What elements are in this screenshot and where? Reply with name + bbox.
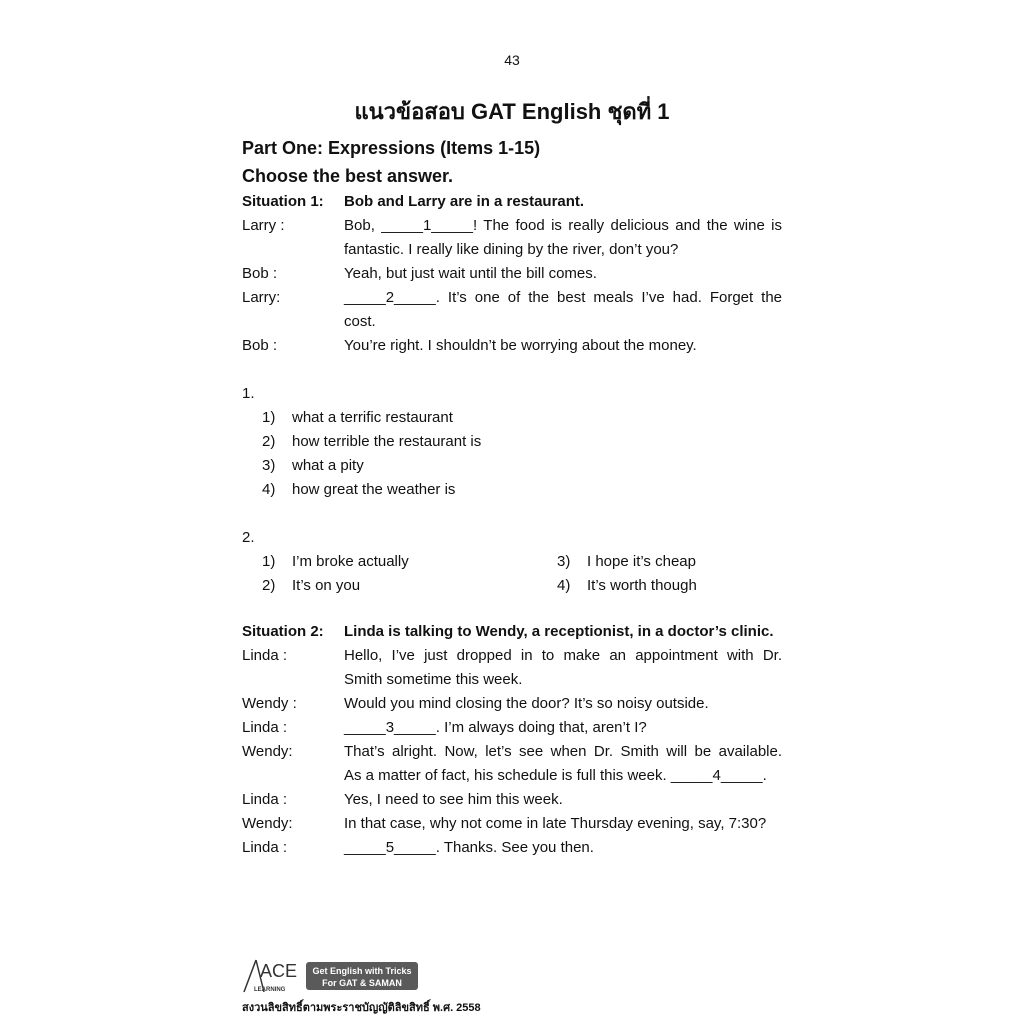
- situation-description: Bob and Larry are in a restaurant.: [344, 193, 585, 210]
- dialogue-line: [242, 694, 782, 714]
- ace-logo-icon: [242, 958, 422, 994]
- utterance: fantastic. I really like dining by the river, don’t you?: [344, 241, 679, 258]
- instruction: Choose the best answer.: [242, 166, 454, 186]
- speaker: Linda :: [242, 647, 288, 664]
- answer-option[interactable]: [262, 432, 481, 452]
- situation-label: Situation 2:: [242, 623, 324, 640]
- dialogue-line: [242, 336, 782, 356]
- utterance: _____3_____. I’m always doing that, aren’t I?: [344, 719, 647, 736]
- answer-option[interactable]: [262, 552, 409, 572]
- answer-option[interactable]: [262, 576, 360, 596]
- utterance: Hello, I’ve just dropped in to make an appointment with Dr.: [344, 647, 782, 664]
- option-text: how terrible the restaurant is: [292, 433, 482, 450]
- speaker: Bob :: [242, 265, 278, 282]
- publisher-logo: [242, 958, 422, 994]
- option-number: 3): [262, 457, 276, 474]
- dialogue-line: [242, 646, 782, 666]
- option-text: what a pity: [292, 457, 364, 474]
- logo-subtext: LEARNING: [254, 987, 286, 993]
- utterance: cost.: [344, 313, 376, 330]
- situation-description: Linda is talking to Wendy, a receptionist, in a doctor’s clinic.: [344, 623, 774, 640]
- utterance: In that case, why not come in late Thursday evening, say, 7:30?: [344, 815, 767, 832]
- option-text: how great the weather is: [292, 481, 456, 498]
- option-text: It’s on you: [292, 577, 361, 594]
- banner-line-2: For GAT & SAMAN: [322, 978, 402, 988]
- option-text: I hope it’s cheap: [587, 553, 696, 570]
- banner-line-1: Get English with Tricks: [312, 966, 412, 976]
- dialogue-line: [242, 742, 782, 762]
- speaker: Wendy:: [242, 743, 293, 760]
- part-heading: Part One: Expressions (Items 1-15): [242, 138, 541, 158]
- option-number: 1): [262, 553, 276, 570]
- question-number: 2.: [242, 529, 255, 546]
- utterance: _____5_____. Thanks. See you then.: [344, 839, 594, 856]
- dialogue-line: [242, 814, 782, 834]
- answer-option[interactable]: [557, 576, 697, 596]
- situation-2-header: [242, 622, 782, 642]
- speaker: Wendy:: [242, 815, 293, 832]
- utterance: Yeah, but just wait until the bill comes.: [344, 265, 597, 282]
- utterance: As a matter of fact, his schedule is full this week. _____4_____.: [344, 767, 767, 784]
- speaker: Larry:: [242, 289, 281, 306]
- utterance: Smith sometime this week.: [344, 671, 523, 688]
- copyright-notice: สงวนลิขสิทธิ์ตามพระราชบัญญัติลิขสิทธิ์ พ.ศ. 2558: [242, 1002, 481, 1014]
- speaker: Linda :: [242, 791, 288, 808]
- answer-option[interactable]: [262, 480, 455, 500]
- answer-option[interactable]: [262, 456, 364, 476]
- utterance: Would you mind closing the door? It’s so noisy outside.: [344, 695, 709, 712]
- option-number: 3): [557, 553, 571, 570]
- dialogue-line: [242, 718, 782, 738]
- utterance: You’re right. I shouldn’t be worrying about the money.: [344, 337, 697, 354]
- speaker: Larry :: [242, 217, 285, 234]
- option-text: I’m broke actually: [292, 553, 409, 570]
- answer-option[interactable]: [262, 408, 453, 428]
- dialogue-line: [242, 790, 782, 810]
- question-number: 1.: [242, 385, 255, 402]
- page-number: 43: [504, 52, 520, 68]
- speaker: Wendy :: [242, 695, 297, 712]
- option-number: 2): [262, 433, 276, 450]
- speaker: Bob :: [242, 337, 278, 354]
- option-number: 2): [262, 577, 276, 594]
- utterance: Yes, I need to see him this week.: [344, 791, 563, 808]
- option-number: 4): [262, 481, 276, 498]
- dialogue-line: [242, 670, 782, 690]
- speaker: Linda :: [242, 719, 288, 736]
- utterance: _____2_____. It’s one of the best meals I’ve had. Forget the: [344, 289, 782, 306]
- dialogue-line: [242, 312, 782, 332]
- logo-text: ACE: [260, 961, 298, 981]
- utterance: Bob, _____1_____! The food is really delicious and the wine is: [344, 217, 782, 234]
- answer-option[interactable]: [557, 552, 696, 572]
- page-title: แนวข้อสอบ GAT English ชุดที่ 1: [354, 99, 670, 124]
- utterance: That’s alright. Now, let’s see when Dr. Smith will be available.: [344, 743, 782, 760]
- dialogue-line: [242, 288, 782, 308]
- dialogue-line: [242, 264, 782, 284]
- speaker: Linda :: [242, 839, 288, 856]
- option-number: 1): [262, 409, 276, 426]
- dialogue-line: [242, 838, 782, 858]
- option-number: 4): [557, 577, 571, 594]
- dialogue-line: [242, 766, 782, 786]
- option-text: what a terrific restaurant: [292, 409, 453, 426]
- situation-label: Situation 1:: [242, 193, 324, 210]
- dialogue-line: [242, 216, 782, 236]
- option-text: It’s worth though: [587, 577, 697, 594]
- situation-1-header: [242, 192, 782, 212]
- dialogue-line: [242, 240, 782, 260]
